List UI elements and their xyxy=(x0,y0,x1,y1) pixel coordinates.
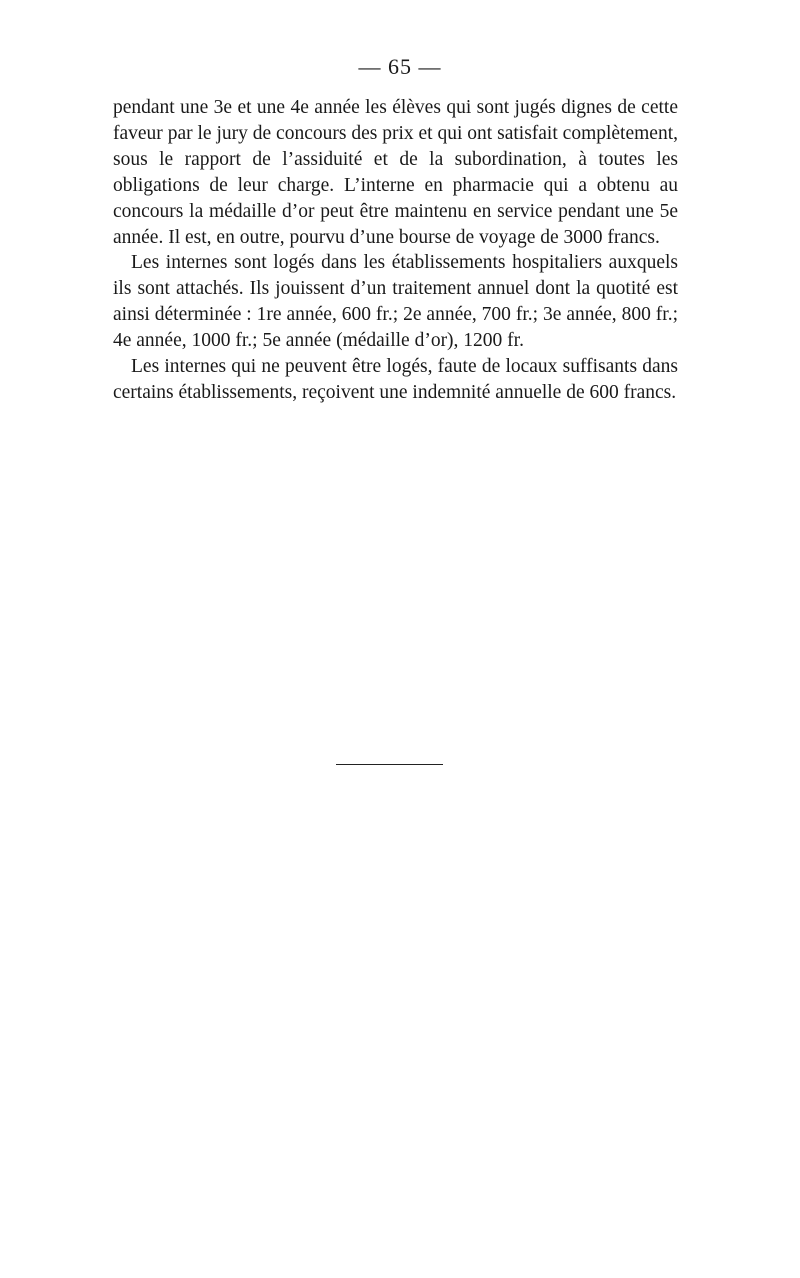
paragraph-internes-loges: Les internes sont logés dans les établissements hospitaliers auxquels ils sont attachés. Ils jouissent d’un traitement annuel dont la quotité est ainsi déterminée : 1re année, 600 fr.; 2e année, 700 fr.; 3e année, 800 fr.; 4e année, 1000 fr.; 5e année (médaille d’or), 1200 fr. xyxy=(113,252,678,352)
section-end-rule xyxy=(336,764,443,765)
body-text xyxy=(113,95,678,406)
paragraph-continuation: pendant une 3e et une 4e année les élèves qui sont jugés dignes de cette faveur par le jury de concours des prix et qui ont satisfait complètement, sous le rapport de l’assiduité et de la subordination, à toutes les obligations de leur charge. L’interne en pharmacie qui a obtenu au concours la médaille d’or peut être maintenu en service pendant une 5e année. Il est, en outre, pourvu d’une bourse de voyage de 3000 francs. xyxy=(113,97,678,248)
paragraph-indemnite: Les internes qui ne peuvent être logés, faute de locaux suffisants dans certains établissements, reçoivent une indemnité annuelle de 600 francs. xyxy=(113,356,678,403)
page-number: — 65 — xyxy=(358,54,442,79)
